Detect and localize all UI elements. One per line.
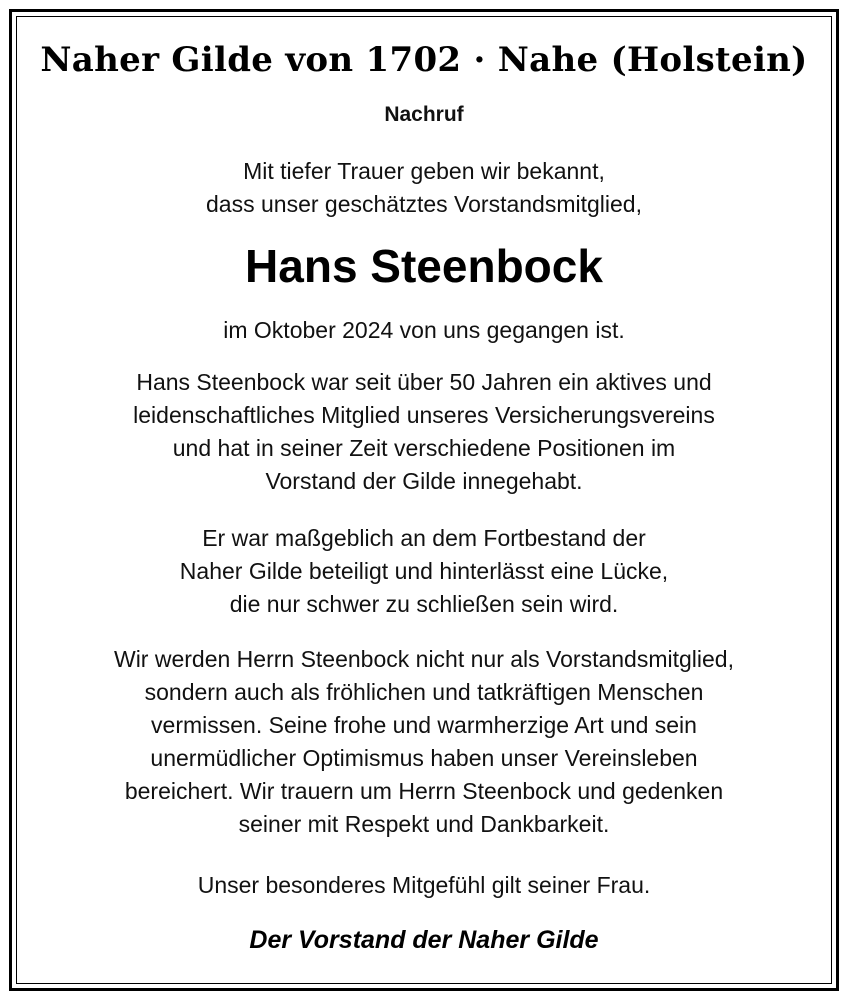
condolence-line: Unser besonderes Mitgefühl gilt seiner Frau. (197, 872, 651, 898)
deceased-name: Hans Steenbock (245, 240, 603, 292)
paragraph-line: sondern auch als fröhlichen und tatkräftigen Menschen (144, 679, 704, 705)
paragraph-line: bereichert. Wir trauern um Herrn Steenbock und gedenken (124, 778, 724, 804)
signature: Der Vorstand der Naher Gilde (249, 926, 599, 954)
obituary-notice (16, 16, 832, 984)
organization-header: Naher Gilde von 1702 · Nahe (Holstein) (40, 40, 808, 80)
paragraph-line: Er war maßgeblich an dem Fortbestand der (202, 525, 646, 551)
paragraph-line: Vorstand der Gilde innegehabt. (265, 468, 583, 494)
paragraph-line: vermissen. Seine frohe und warmherzige Art und sein (151, 712, 697, 738)
condolence-text (16, 869, 832, 902)
intro-line: Mit tiefer Trauer geben wir bekannt, (243, 158, 605, 184)
paragraph-line: Wir werden Herrn Steenbock nicht nur als Vorstandsmitglied, (113, 646, 734, 672)
paragraph-legacy (16, 522, 832, 621)
passing-line: im Oktober 2024 von uns gegangen ist. (223, 317, 625, 343)
intro-line: dass unser geschätztes Vorstandsmitglied, (206, 191, 642, 217)
paragraph-line: Hans Steenbock war seit über 50 Jahren ein aktives und (136, 369, 712, 395)
paragraph-line: unermüdlicher Optimismus haben unser Vereinsleben (150, 745, 698, 771)
notice-type: Nachruf (384, 103, 464, 126)
paragraph-membership (16, 366, 832, 498)
intro-text (16, 155, 832, 221)
paragraph-line: Naher Gilde beteiligt und hinterlässt eine Lücke, (179, 558, 669, 584)
paragraph-line: leidenschaftliches Mitglied unseres Versicherungsvereins (133, 402, 715, 428)
paragraph-line: und hat in seiner Zeit verschiedene Positionen im (172, 435, 676, 461)
paragraph-line: die nur schwer zu schließen sein wird. (229, 591, 619, 617)
paragraph-remembrance (16, 643, 832, 841)
paragraph-line: seiner mit Respekt und Dankbarkeit. (238, 811, 610, 837)
passing-text (16, 314, 832, 347)
